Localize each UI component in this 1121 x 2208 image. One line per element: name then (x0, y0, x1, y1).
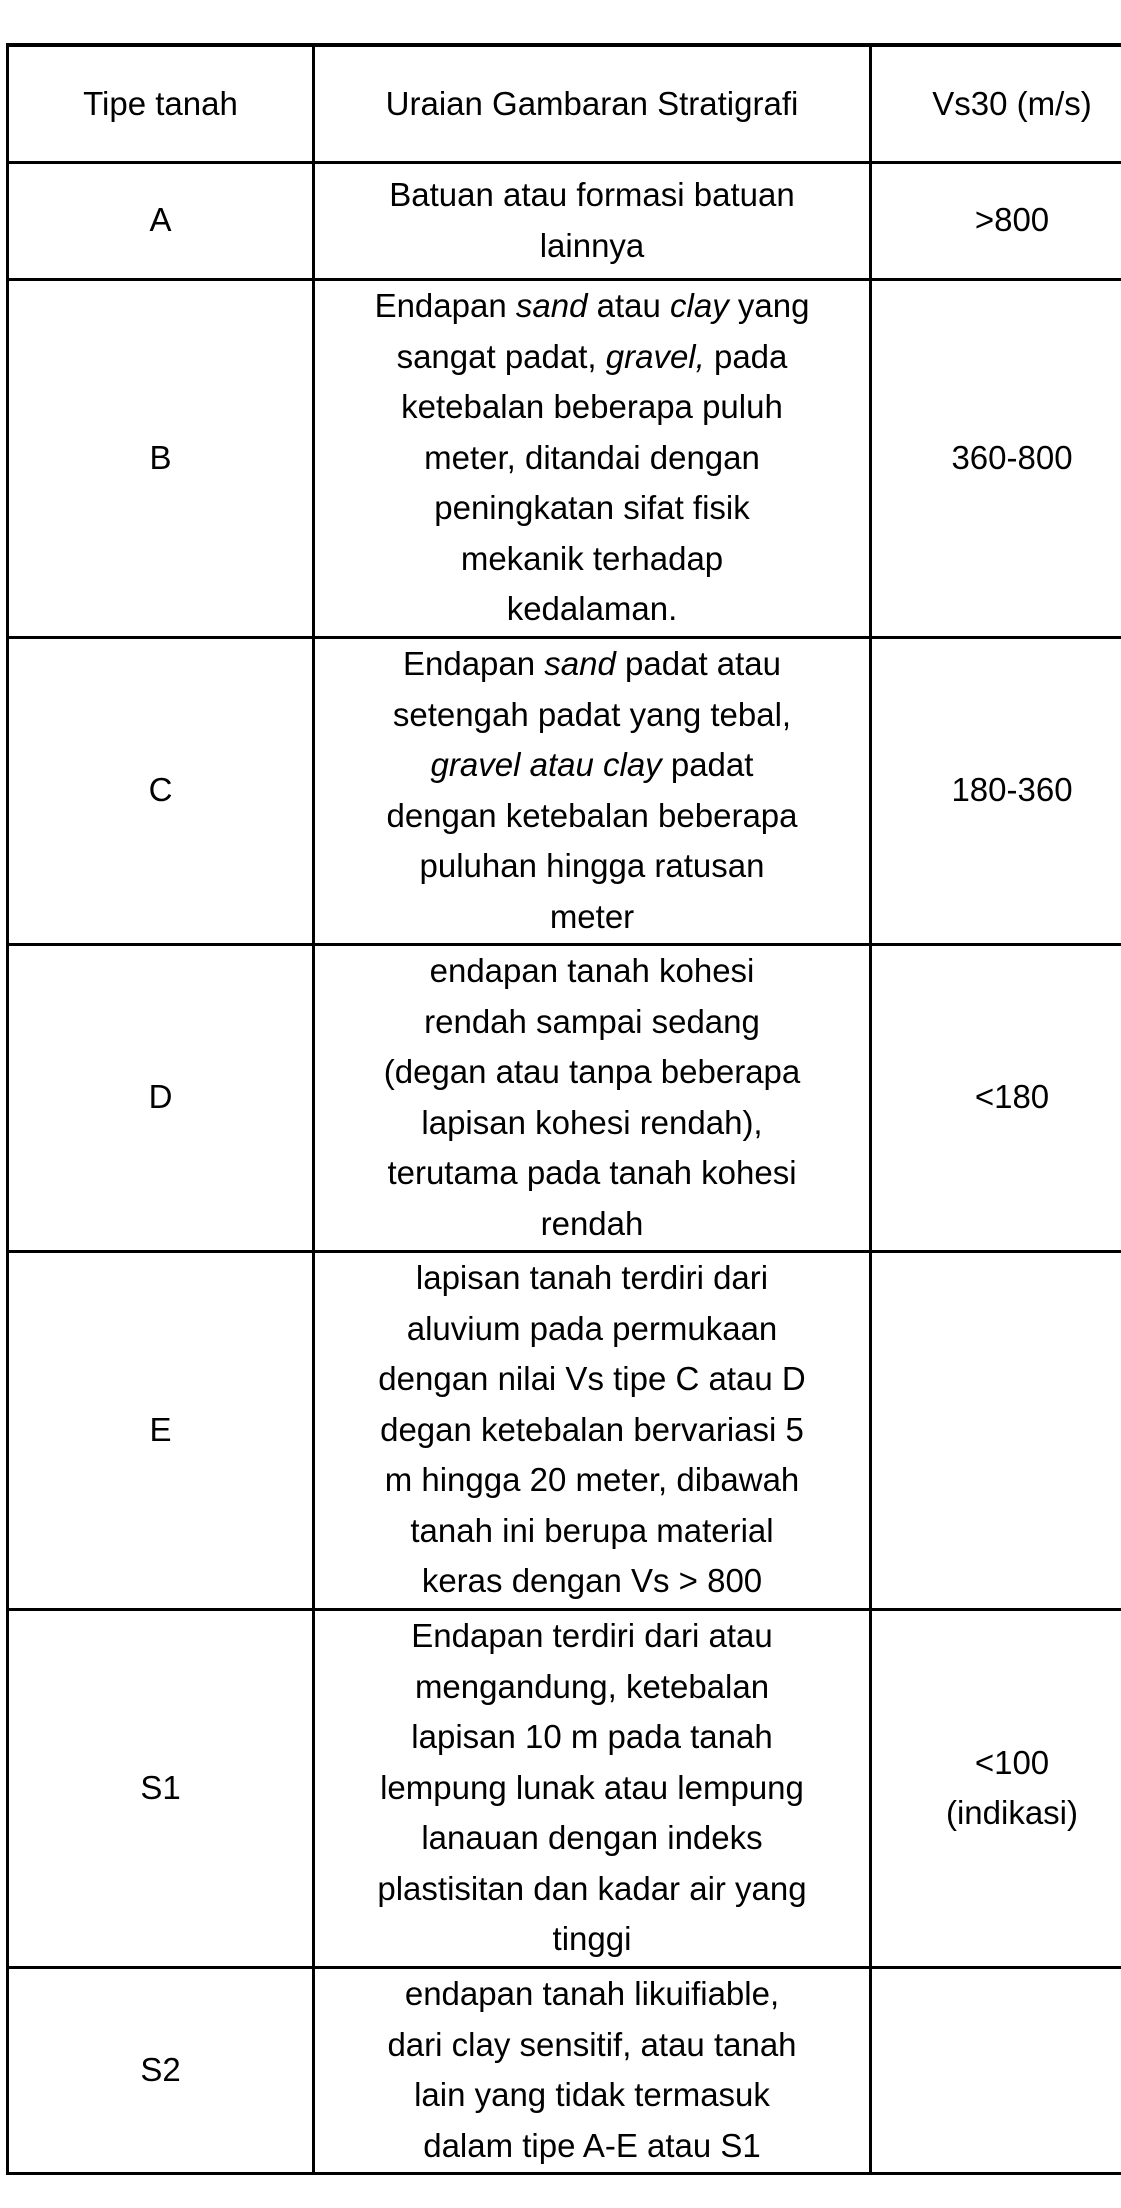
stratigraphy-description-cell (314, 1251, 871, 1609)
description-line (319, 2070, 865, 2121)
table-row (8, 944, 1121, 1251)
table-row (8, 1609, 1121, 1967)
description-line (319, 1969, 865, 2020)
description-line (319, 1405, 865, 1456)
description-line (319, 740, 865, 791)
text-segment: dengan ketebalan beberapa (386, 796, 798, 834)
soil-type-cell: C (8, 637, 314, 944)
text-segment: endapan tanah likuifiable, (404, 1975, 780, 2012)
text-segment: (degan atau tanpa beberapa (383, 1053, 801, 1090)
text-segment: dengan nilai Vs tipe C atau D (378, 1360, 806, 1398)
description-line (319, 1662, 865, 1713)
description-line (319, 1506, 865, 1557)
table-body (8, 162, 1121, 2173)
soil-type-cell: B (8, 279, 314, 637)
stratigraphy-description-cell (314, 944, 871, 1251)
stratigraphy-description-cell (314, 637, 871, 944)
text-segment: padat atau (615, 645, 782, 682)
description-line (319, 1611, 865, 1662)
text-segment: m hingga 20 meter, dibawah (384, 1461, 800, 1499)
description-line (319, 483, 865, 534)
text-segment: ketebalan beberapa puluh (401, 388, 783, 426)
description-line (319, 281, 865, 332)
header-vs30: Vs30 (m/s) (871, 45, 1121, 162)
text-segment: rendah (540, 1204, 644, 1242)
text-segment: Batuan atau formasi batuan (389, 176, 795, 213)
text-segment: dalam tipe A-E atau S1 (423, 2126, 761, 2164)
vs30-value: 360-800 (951, 438, 1073, 476)
description-line (319, 1455, 865, 1506)
vs30-value: >800 (974, 201, 1050, 239)
vs30-cell (871, 162, 1121, 279)
description-line (319, 1047, 865, 1098)
description-line (319, 841, 865, 892)
text-segment: aluvium pada permukaan (406, 1309, 778, 1347)
text-segment: tanah ini berupa material (410, 1511, 774, 1549)
description-line (319, 1556, 865, 1607)
text-segment: Endapan (374, 287, 516, 325)
text-segment: lapisan 10 m pada tanah (411, 1718, 773, 1756)
text-segment: terutama pada tanah kohesi (387, 1154, 797, 1191)
text-segment: yang (728, 287, 810, 325)
vs30-cell (871, 1609, 1121, 1967)
italic-term: gravel, (605, 337, 705, 375)
description-line (319, 170, 865, 221)
text-segment: meter, ditandai dengan (424, 438, 760, 476)
table-row (8, 1967, 1121, 2173)
description-line (319, 1712, 865, 1763)
description-line (319, 639, 865, 690)
text-segment: plastisitan dan kadar air yang (377, 1869, 807, 1907)
table-row (8, 279, 1121, 637)
description-line (319, 690, 865, 741)
vs30-value: <180 (974, 1078, 1050, 1116)
description-line (319, 1098, 865, 1149)
vs30-cell (871, 944, 1121, 1251)
vs30-cell (871, 1251, 1121, 1609)
text-segment: lanauan dengan indeks (421, 1819, 763, 1857)
text-segment: kedalaman. (506, 590, 678, 628)
description-line (319, 1864, 865, 1915)
description-line (319, 584, 865, 635)
description-line (319, 221, 865, 272)
table-row (8, 637, 1121, 944)
text-segment: dari clay sensitif, atau tanah (387, 2025, 797, 2063)
stratigraphy-description-cell (314, 1609, 871, 1967)
text-segment: lapisan kohesi rendah), (421, 1103, 763, 1141)
text-segment: mekanik terhadap (460, 539, 724, 577)
vs30-cell (871, 279, 1121, 637)
header-soil-type: Tipe tanah (8, 45, 314, 162)
table-row (8, 162, 1121, 279)
text-segment: mengandung, ketebalan (414, 1667, 770, 1705)
description-line (319, 1199, 865, 1250)
text-segment: degan ketebalan bervariasi 5 (380, 1410, 804, 1448)
text-segment: rendah sampai sedang (424, 1002, 760, 1040)
soil-type-cell: E (8, 1251, 314, 1609)
text-segment: keras dengan Vs > 800 (421, 1562, 763, 1600)
italic-term: clay (670, 287, 729, 325)
text-segment: lain yang tidak termasuk (414, 2076, 770, 2113)
stratigraphy-description-cell (314, 1967, 871, 2173)
text-segment: lainnya (539, 226, 645, 264)
table-header-row (8, 45, 1121, 162)
soil-type-cell: A (8, 162, 314, 279)
text-segment: sangat padat, (396, 337, 606, 375)
description-line (319, 332, 865, 383)
text-segment: meter (549, 897, 635, 935)
soil-type-cell: D (8, 944, 314, 1251)
soil-type-cell: S1 (8, 1609, 314, 1967)
vs30-value: <100 (974, 1743, 1050, 1781)
text-segment: lapisan tanah terdiri dari (415, 1259, 769, 1297)
description-line (319, 534, 865, 585)
vs30-cell (871, 637, 1121, 944)
text-segment: setengah padat yang tebal, (392, 695, 792, 733)
description-line (319, 433, 865, 484)
table-row (8, 1251, 1121, 1609)
description-line (319, 1148, 865, 1199)
text-segment: Endapan terdiri dari atau (411, 1617, 773, 1655)
text-segment: Endapan (402, 645, 545, 682)
text-segment: puluhan hingga ratusan (419, 847, 765, 884)
text-segment: tinggi (552, 1920, 632, 1958)
description-line (319, 1304, 865, 1355)
soil-type-table (6, 43, 1121, 2175)
vs30-cell (871, 1967, 1121, 2173)
stratigraphy-description-cell (314, 162, 871, 279)
description-line (319, 382, 865, 433)
vs30-value: 180-360 (951, 771, 1073, 809)
italic-term: gravel atau clay (430, 746, 662, 783)
description-line (319, 1253, 865, 1304)
description-line (319, 2020, 865, 2071)
description-line (319, 1813, 865, 1864)
stratigraphy-description-cell (314, 279, 871, 637)
text-segment: endapan tanah kohesi (429, 952, 755, 989)
header-stratigraphy: Uraian Gambaran Stratigrafi (314, 45, 871, 162)
soil-type-cell: S2 (8, 1967, 314, 2173)
description-line (319, 2121, 865, 2172)
text-segment: atau (587, 287, 671, 325)
italic-term: sand (544, 645, 616, 682)
description-line (319, 1914, 865, 1965)
vs30-value: (indikasi) (945, 1794, 1079, 1831)
text-segment: padat (661, 746, 754, 783)
description-line (319, 946, 865, 997)
description-line (319, 997, 865, 1048)
description-line (319, 791, 865, 842)
description-line (319, 1354, 865, 1405)
description-line (319, 892, 865, 943)
italic-term: sand (515, 287, 588, 325)
text-segment: lempung lunak atau lempung (380, 1768, 804, 1806)
text-segment: peningkatan sifat fisik (434, 489, 750, 527)
description-line (319, 1763, 865, 1814)
text-segment: pada (704, 337, 788, 375)
